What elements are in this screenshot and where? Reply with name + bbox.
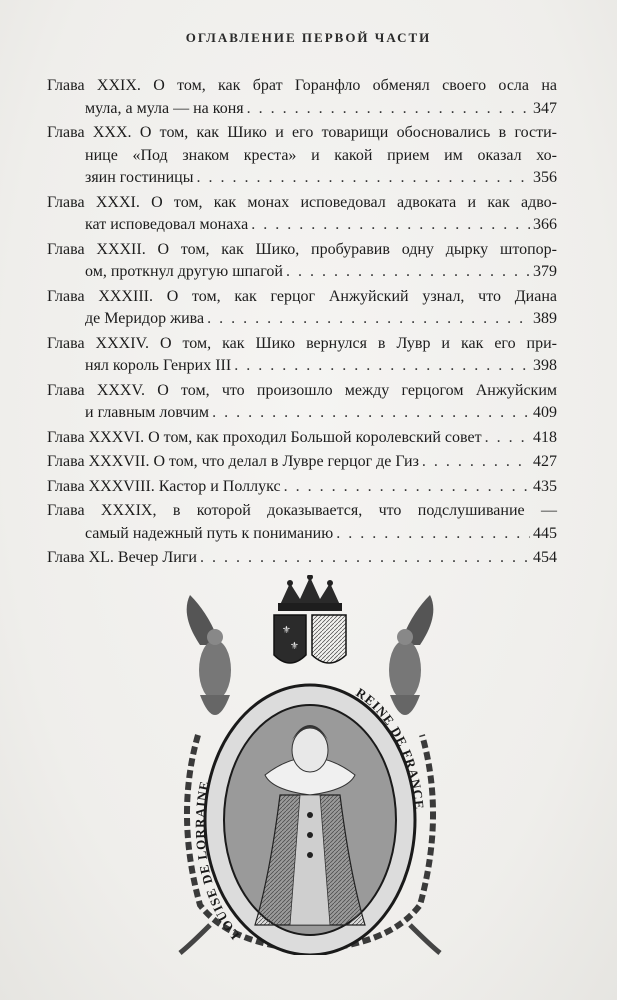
page-number: 347 (533, 99, 557, 117)
toc-entry-line: самый надежный путь к пониманию (85, 524, 334, 542)
toc-entry-line: ом, проткнул другую шпагой (85, 263, 283, 280)
toc-entry-38[interactable] (47, 476, 557, 499)
page-number: 356 (533, 169, 557, 186)
table-of-contents (47, 75, 557, 572)
toc-entry-line: Глава XXXV. О том, что произошло между герцогом Анжуйским (47, 381, 557, 399)
toc-entry-line: Глава XXXI. О том, как монах исповедовал адвоката и как адво- (47, 193, 557, 211)
leader-dots (247, 98, 530, 121)
leader-dots (286, 261, 530, 284)
toc-entry-37[interactable] (47, 451, 557, 474)
toc-entry-line: де Меридор жива (85, 310, 205, 327)
toc-entry-line: и главным ловчим (85, 404, 210, 421)
toc-entry-line: Глава XXXVI. О том, как проходил Большой королевский совет (47, 428, 482, 446)
page-number: 435 (533, 477, 557, 495)
toc-entry-line: кат исповедовал монаха (85, 216, 249, 233)
leader-dots (284, 476, 530, 499)
toc-entry-33[interactable] (47, 286, 557, 331)
toc-entry-line: зяин гостиницы (85, 169, 194, 186)
toc-entry-39[interactable] (47, 500, 557, 545)
coat-of-arms-icon (274, 615, 346, 663)
leader-dots (212, 402, 530, 425)
page-number: 454 (533, 549, 557, 566)
toc-entry-line: Глава XXXIX, в которой доказывается, что подслушивание — (47, 502, 557, 519)
leader-dots (251, 214, 530, 237)
page-number: 398 (533, 357, 557, 374)
svg-text:⚜: ⚜ (282, 625, 291, 636)
crown-icon (278, 575, 342, 611)
toc-entry-34[interactable] (47, 333, 557, 378)
toc-entry-line: Глава XXIX. О том, как брат Горанфло обменял своего осла на (47, 77, 557, 94)
running-head: ОГЛАВЛЕНИЕ ПЕРВОЙ ЧАСТИ (185, 30, 432, 45)
page-number: 389 (533, 310, 557, 327)
toc-entry-line: Глава XXXIII. О том, как герцог Анжуйский узнал, что Диана (47, 287, 557, 305)
leader-dots (336, 523, 530, 546)
leader-dots (422, 451, 530, 474)
toc-entry-line: нял король Генрих III (85, 357, 232, 374)
toc-entry-40[interactable] (47, 547, 557, 570)
toc-entry-30[interactable] (47, 122, 557, 190)
toc-entry-line: Глава XXXVII. О том, что делал в Лувре герцог де Гиз (47, 453, 419, 470)
portrait-engraving (170, 575, 450, 955)
toc-entry-line: Глава XL. Вечер Лиги (47, 549, 197, 566)
leader-dots (200, 547, 530, 570)
leader-dots (207, 308, 530, 331)
angel-right-icon (389, 595, 433, 715)
toc-entry-line: Глава XXX. О том, как Шико и его товарищи обосновались в гости- (47, 124, 557, 141)
toc-entry-35[interactable] (47, 380, 557, 425)
svg-text:⚜: ⚜ (290, 641, 299, 652)
toc-entry-29[interactable] (47, 75, 557, 120)
toc-entry-line: Глава XXXVIII. Кастор и Поллукс (47, 477, 281, 495)
toc-entry-36[interactable] (47, 427, 557, 450)
angel-left-icon (187, 595, 231, 715)
inscription-right: REINE DE FRANCE (353, 684, 428, 811)
page-number: 427 (533, 453, 557, 470)
page-number: 409 (533, 404, 557, 421)
leader-dots (485, 427, 530, 450)
toc-entry-line: Глава XXXII. О том, как Шико, пробуравив одну дырку штопор- (47, 240, 557, 258)
toc-entry-32[interactable] (47, 239, 557, 284)
toc-entry-line: нице «Под знаком креста» и какой прием им оказал хо- (85, 146, 557, 164)
page-number: 366 (533, 216, 557, 233)
toc-entry-line: Глава XXXIV. О том, как Шико вернулся в Лувр и как его при- (47, 334, 557, 352)
inscription-left: LOUISE DE LORRAINE (192, 779, 243, 943)
page-number: 379 (533, 263, 557, 280)
toc-entry-line: мула, а мула — на коня (85, 99, 244, 117)
toc-entry-31[interactable] (47, 192, 557, 237)
leader-dots (196, 167, 530, 190)
leader-dots (234, 355, 530, 378)
page-number: 418 (533, 428, 557, 446)
page-number: 445 (533, 524, 557, 542)
